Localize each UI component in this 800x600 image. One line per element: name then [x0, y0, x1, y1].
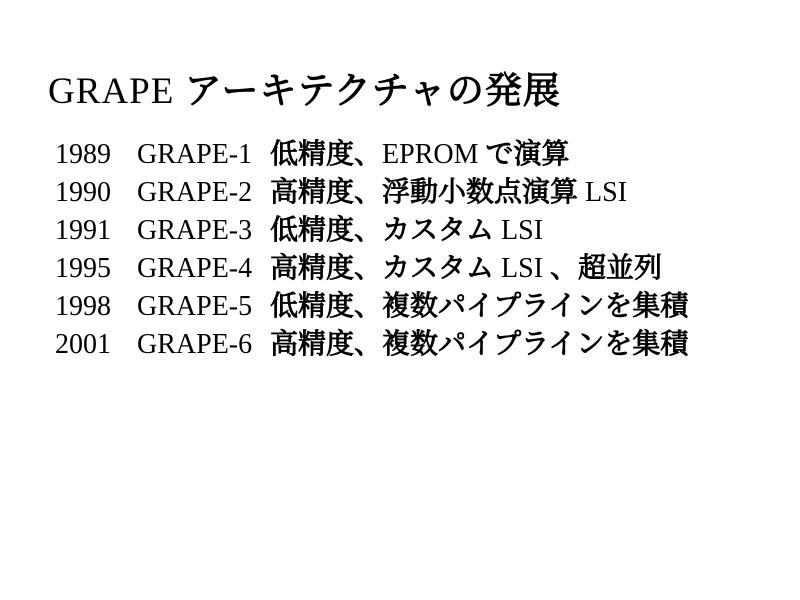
timeline-row: [55, 250, 688, 288]
year-cell: 1995: [55, 253, 111, 284]
model-cell: GRAPE-3: [137, 215, 253, 246]
slide-title: GRAPE アーキテクチャの発展: [48, 71, 561, 112]
description-cell: 低精度、EPROM で演算: [270, 139, 570, 170]
grape-timeline-list: [55, 136, 688, 364]
model-cell: GRAPE-6: [137, 329, 253, 360]
description-cell: 高精度、浮動小数点演算 LSI: [270, 177, 628, 208]
timeline-row: [55, 326, 688, 364]
model-cell: GRAPE-2: [137, 177, 253, 208]
description-cell: 高精度、複数パイプラインを集積: [270, 329, 689, 360]
timeline-row: [55, 136, 688, 174]
timeline-row: [55, 174, 688, 212]
year-cell: 1991: [55, 215, 111, 246]
timeline-row: [55, 212, 688, 250]
year-cell: 2001: [55, 329, 111, 360]
timeline-row: [55, 288, 688, 326]
model-cell: GRAPE-1: [137, 139, 253, 170]
description-cell: 低精度、カスタム LSI: [270, 215, 544, 246]
year-cell: 1998: [55, 291, 111, 322]
year-cell: 1989: [55, 139, 111, 170]
description-cell: 低精度、複数パイプラインを集積: [270, 291, 689, 322]
year-cell: 1990: [55, 177, 111, 208]
description-cell: 高精度、カスタム LSI 、超並列: [270, 253, 663, 284]
model-cell: GRAPE-5: [137, 291, 253, 322]
model-cell: GRAPE-4: [137, 253, 253, 284]
